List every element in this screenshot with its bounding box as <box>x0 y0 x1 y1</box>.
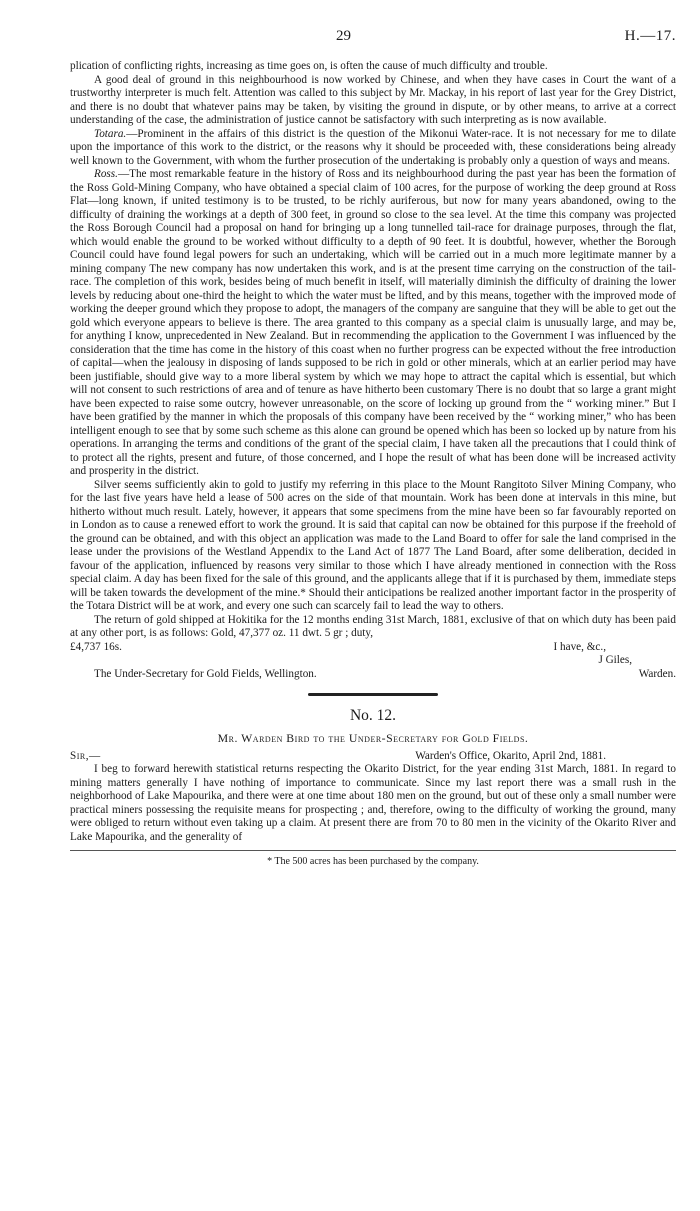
section-divider <box>308 693 438 696</box>
paragraph-ross <box>70 168 676 479</box>
signer-title: Warden. <box>638 667 676 680</box>
footnote-rule <box>70 850 676 851</box>
document-number: No. 12. <box>349 707 397 724</box>
paragraph-chinese: A good deal of ground in this neighbourhood is now worked by Chinese, and when they have cases in Court the want of a trustworthy interpreter is much felt. Attention was called to this subject by Mr. Mackay, in his report of last year for the Grey District, and there is no doubt that whatever pains may be taken, by visiting the ground in dispute, or by other means, to arrive at a correct understanding of the case, the administration of justice cannot be satisfactory with such interpreting as is now available. <box>70 73 676 126</box>
signer-name: J Giles, <box>598 654 632 666</box>
paragraph-totara <box>70 128 676 169</box>
ross-label: Ross. <box>94 168 118 180</box>
closing-phrase: I have, &c., <box>553 640 606 653</box>
letter-bird <box>70 706 676 844</box>
return-amount: £4,737 16s. <box>70 640 122 653</box>
ross-text: —The most remarkable feature in the history of Ross and its neighbourhood during the past year has been the formation of the Ross Gold-Mining Company, who have obtained a special claim of 100 acres, for the purpose of working the deep ground at Ross Flat—long known, if united testimony is to be trusted, to be richly auriferous, but now for many years abandoned, owing to the difficulty of draining the workings at a depth of 300 feet, in ground so close to the sea level. At the time this company was projected the Ross Borough Council had a proposal on hand for bringing up a long tunnelled tail-race for drainage purposes, through the flat, which would enable the ground to be worked without difficulty to a depth of 90 feet. It is doubtful, however, whether the Borough Council could have found legal powers for such an undertaking, which will be carried out in a much more legitimate manner by a mining company The new company has now undertaken this work, and is at the present time carrying on the construction of the tail-race. The completion of this work, besides being of much benefit in itself, will materially diminish the difficulty of draining the lower levels by reducing about one-third the height to which the water must be lifted, and by this means, together with the improved mode of working the deeper ground which they propose to adopt, the managers of the company are sanguine that they will be able to get out the gold which everyone appears to believe is there. The area granted to this company as a special claim is unusually large, and may be, for anything I know, unprecedented in New Zealand. But in recommending the application to the Government I was influenced by the consideration that the time has come in the history of this coast when no further progress can be expected without the free introduction of capital—when the jealousy in disposing of lands supposed to be rich in gold or other minerals, which at an earlier period may have been justifiable, should give way to a more liberal system by which we may hope to attract the capital which is essential, but which will not consent to such restrictions of area and of tenure as have hitherto been customary There is no doubt that so large a grant might have been expected to raise some outcry, however unreasonable, on the score of locking up ground from the “ working miner.” But I have been gratified by the manner in which the proposals of this company have been received by the “ working miner,” who has been intelligent enough to see that by some such scheme as this alone can ground be opened which has been so locked up by nature from his operations. In arranging the terms and conditions of the grant of the special claim, I have taken all the precautions that I could think of to protect all the rights, present and future, of those concerned, and I hope the result of what has been done will be increased activity and prosperity in the district. <box>70 168 676 477</box>
paragraph-okarito: I beg to forward herewith statistical returns respecting the Okarito District, for the year ending 31st March, 1881. In regard to mining matters generally I have nothing of importance to communicate. Since my last report there was a small rush in the neighborhood of Lake Mapourika, and there were at one time about 180 men on the ground, but out of these only a small number were practical miners possessing the requisite means for prospecting ; and, therefore, owing to the difficulty of working the ground, many were obliged to return without even taking up a claim. At present there are from 70 to 80 men in the vicinity of the Okarito River and Lake Mapourika, and the generality of <box>70 763 676 843</box>
addressee: The Under-Secretary for Gold Fields, Wellington. <box>94 667 317 680</box>
document-reference: H.—17. <box>624 28 676 44</box>
totara-text: —Prominent in the affairs of this district is the question of the Mikonui Water-race. It is not necessary for me to dilate upon the importance of this work to the district, or the reasons why it should be proceeded with, these considerations being already well known to the Government, with whom the further prosecution of the undertaking is probably only a question of ways and means. <box>70 127 676 167</box>
paragraph-continued: plication of conflicting rights, increasing as time goes on, is often the cause of much difficulty and trouble. <box>70 60 548 72</box>
salutation-row <box>70 750 676 764</box>
return-closing-row <box>70 641 676 655</box>
letter-giles <box>70 60 676 681</box>
footnote: * The 500 acres has been purchased by the company. <box>267 856 479 867</box>
letter-heading: Mr. Warden Bird to the Under-Secretary for Gold Fields. <box>217 731 529 745</box>
paragraph-return: The return of gold shipped at Hokitika for the 12 months ending 31st March, 1881, exclusive of that on which duty has been paid at any other port, is as follows: Gold, 47,377 oz. 11 dwt. 5 gr ; duty, <box>70 613 676 639</box>
location-date: Warden's Office, Okarito, April 2nd, 1881. <box>415 749 606 762</box>
paragraph-silver: Silver seems sufficiently akin to gold to justify my referring in this place to the Mount Rangitoto Silver Mining Company, who for the last five years have held a lease of 500 acres on the side of that mountain. Work has been done at intervals in this mine, but hitherto without much result. Lately, however, it appears that some specimens from the mine have been so far favourably reported on in London as to cause a renewed effort to work the ground. It is said that capital can now be obtained for this purpose if the freehold of the ground can be obtained, and with this object an application was made to the Land Board to offer for sale the land comprised in the lease under the provisions of the Westland Appendix to the Land Act of 1877 The Land Board, after some deliberation, decided in favour of the application, influenced by reasons very similar to those which I have already mentioned in connection with the Ross special claim. A day has been fixed for the sale of this ground, and the applicants allege that if it is purchased by them, immediate steps will be taken towards the development of the mine.* Should their anticipations be realized another important factor in the prosperity of the Totara District will be at work, and every one such can scarcely fail to lead the way to others. <box>70 478 676 612</box>
page-number: 29 <box>336 28 351 44</box>
addressee-row <box>70 668 676 682</box>
page-header <box>70 28 676 50</box>
totara-label: Totara. <box>94 127 127 140</box>
salutation: Sir,— <box>70 749 101 762</box>
